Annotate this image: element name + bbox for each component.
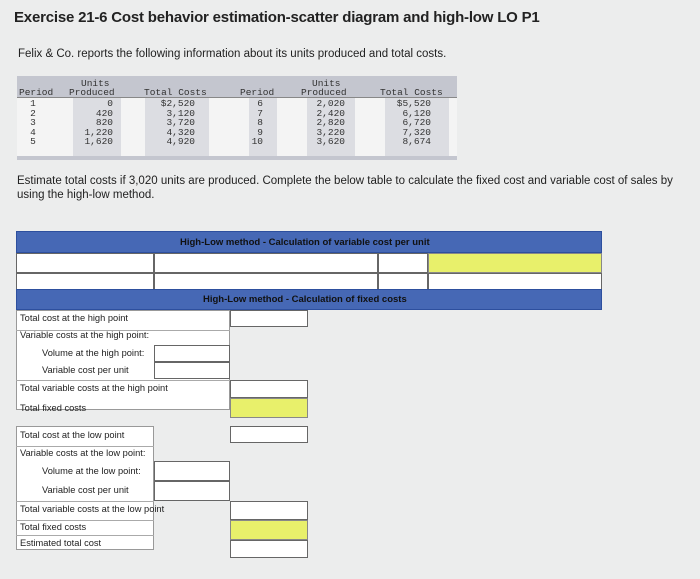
variable-numerator-input[interactable] <box>154 253 378 273</box>
header-costs-right: Total Costs <box>380 87 443 98</box>
table-cell: 2,020 <box>316 98 345 109</box>
variable-cost-header <box>16 231 602 253</box>
table-cell: 0 <box>107 98 113 109</box>
high-fixed-costs-label: Total fixed costs <box>20 403 87 413</box>
table-cell: 3,120 <box>166 107 195 119</box>
low-variable-costs-label: Variable costs at the low point: <box>20 448 146 458</box>
table-cell: 6,120 <box>402 107 431 119</box>
variable-denominator-input[interactable] <box>378 253 428 273</box>
period-column-left <box>27 99 39 147</box>
variable-cost-header-label: High-Low method - Calculation of variable cost per unit <box>180 237 430 248</box>
high-variable-costs-label: Variable costs at the high point: <box>20 330 150 340</box>
table-cell: 3 <box>30 117 36 129</box>
intro-text: Felix & Co. reports the following information about its units produced and total costs. <box>18 48 447 60</box>
table-cell: 8 <box>257 117 263 129</box>
table-cell: 6,720 <box>402 117 431 129</box>
table-cell: 2,420 <box>316 107 345 119</box>
low-vc-per-unit-input[interactable] <box>154 481 230 501</box>
table-cell: $5,520 <box>396 98 431 109</box>
high-fixed-costs-answer[interactable] <box>230 398 308 418</box>
low-vc-per-unit-label: Variable cost per unit <box>42 485 129 495</box>
low-volume-input[interactable] <box>154 461 230 481</box>
high-total-cost-input[interactable] <box>230 310 308 327</box>
table-cell: 4 <box>30 126 36 138</box>
table-cell: 820 <box>95 117 113 129</box>
low-volume-label: Volume at the low point: <box>42 466 141 476</box>
exercise-title: Exercise 21-6 Cost behavior estimation-scatter diagram and high-low LO P1 <box>14 9 540 26</box>
table-cell: 4,920 <box>166 136 195 148</box>
variable-cost-per-unit-answer[interactable] <box>428 253 602 273</box>
units-column-right <box>301 99 345 147</box>
low-total-cost-input[interactable] <box>230 426 308 443</box>
table-cell: 3,620 <box>316 136 345 148</box>
high-vc-per-unit-input[interactable] <box>154 362 230 379</box>
table-cell: 7 <box>257 107 263 119</box>
table-cell: $2,520 <box>160 98 195 109</box>
costs-column-right <box>385 99 431 147</box>
table-cell: 1,620 <box>84 136 113 148</box>
table-cell: 1,220 <box>84 126 113 138</box>
fixed-cost-header-label: High-Low method - Calculation of fixed costs <box>203 294 407 305</box>
table-cell: 10 <box>251 136 263 148</box>
table-cell: 3,720 <box>166 117 195 129</box>
fixed-cost-header <box>16 289 602 310</box>
high-vc-per-unit-label: Variable cost per unit <box>42 365 129 375</box>
header-period-left: Period <box>19 87 54 98</box>
table-cell: 2,820 <box>316 117 345 129</box>
header-units-left-bottom: Produced <box>69 87 115 98</box>
high-volume-input[interactable] <box>154 345 230 362</box>
table-cell: 3,220 <box>316 126 345 138</box>
high-total-cost-label: Total cost at the high point <box>20 313 129 323</box>
estimated-total-cost-input[interactable] <box>230 540 308 558</box>
table-cell: 7,320 <box>402 126 431 138</box>
high-total-variable-input[interactable] <box>230 380 308 398</box>
table-cell: 8,674 <box>402 136 431 148</box>
low-total-cost-label: Total cost at the low point <box>20 430 125 440</box>
costs-column-left <box>145 99 195 147</box>
units-costs-table <box>17 76 457 160</box>
estimated-total-cost-label: Estimated total cost <box>20 538 102 548</box>
table-cell: 420 <box>95 107 113 119</box>
low-fixed-costs-label: Total fixed costs <box>20 522 87 532</box>
units-column-left <box>69 99 113 147</box>
header-period-right: Period <box>240 87 275 98</box>
question-text: Estimate total costs if 3,020 units are produced. Complete the below table to calculate the fixed cost and variable cost of sales by using the high-low method. <box>17 175 673 201</box>
low-total-variable-label: Total variable costs at the low point <box>20 504 165 514</box>
table-cell: 4,320 <box>166 126 195 138</box>
low-total-variable-input[interactable] <box>230 501 308 520</box>
low-fixed-costs-answer[interactable] <box>230 520 308 540</box>
header-units-right-bottom: Produced <box>301 87 347 98</box>
header-costs-left: Total Costs <box>144 87 207 98</box>
header-units-left-top: Units <box>81 78 110 89</box>
period-column-right <box>243 99 263 147</box>
table-cell: 1 <box>30 98 36 109</box>
table-cell: 2 <box>30 107 36 119</box>
table-cell: 9 <box>257 126 263 138</box>
variable-numerator-label-input[interactable] <box>16 253 154 273</box>
header-units-right-top: Units <box>312 78 341 89</box>
table-cell: 6 <box>257 98 263 109</box>
high-volume-label: Volume at the high point: <box>42 348 145 358</box>
high-total-variable-label: Total variable costs at the high point <box>20 383 168 393</box>
table-cell: 5 <box>30 136 36 148</box>
